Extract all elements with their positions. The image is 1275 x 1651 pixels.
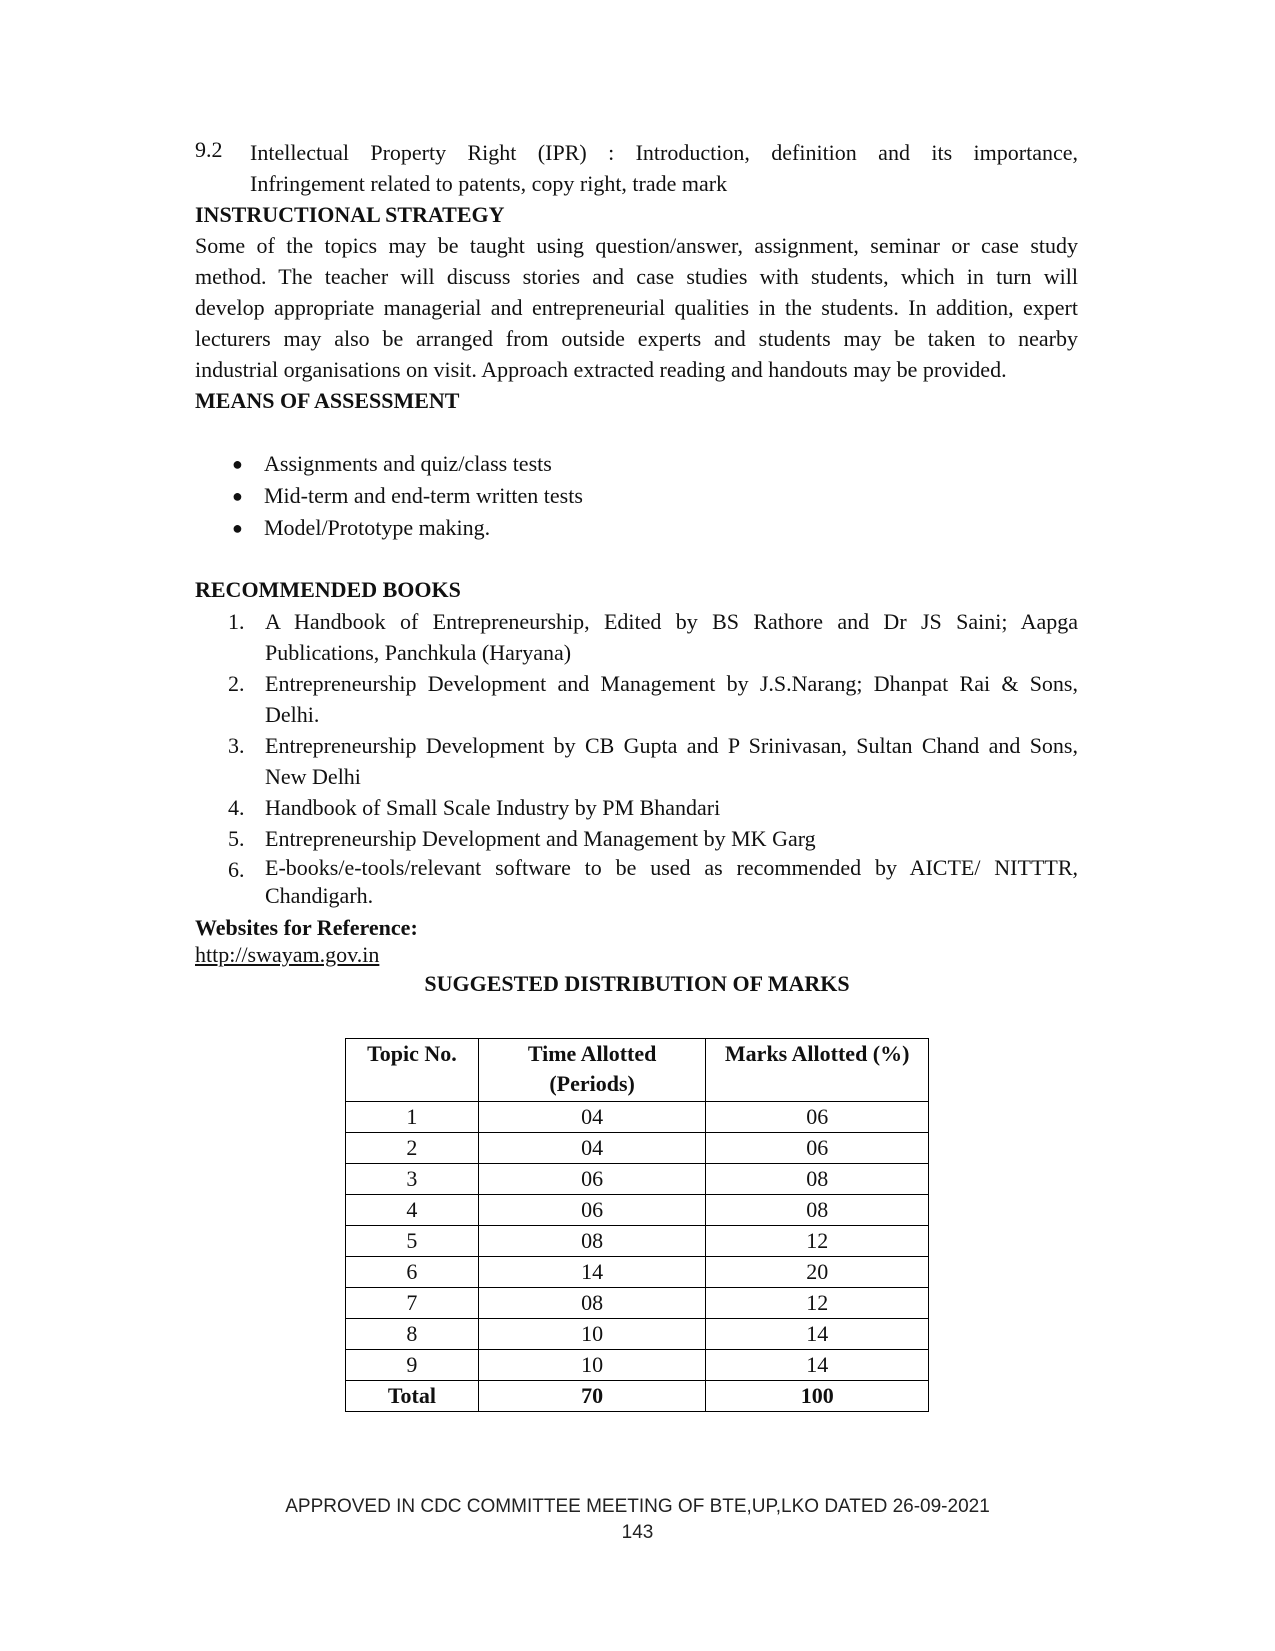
marks-cell: 06	[706, 1133, 929, 1164]
section-text-line: Infringement related to patents, copy right, trade mark	[250, 171, 728, 196]
list-item-text: Entrepreneurship Development and Management by MK Garg	[265, 826, 816, 851]
marks-cell: 20	[706, 1257, 929, 1288]
topic-cell: 4	[346, 1195, 479, 1226]
table-row	[346, 1102, 929, 1133]
topic-cell: 9	[346, 1350, 479, 1381]
paragraph-line: Some of the topics may be taught using question/answer, assignment, seminar or case study	[195, 233, 1078, 258]
marks-cell: 12	[706, 1288, 929, 1319]
topic-cell: 5	[346, 1226, 479, 1257]
topic-cell: 6	[346, 1257, 479, 1288]
topic-cell: 7	[346, 1288, 479, 1319]
list-item	[228, 823, 1078, 854]
table-row	[346, 1350, 929, 1381]
list-item-text: Delhi.	[265, 702, 320, 727]
column-header-topic: Topic No.	[346, 1039, 479, 1102]
list-item	[228, 792, 1078, 823]
list-item	[228, 854, 1078, 910]
table-row	[346, 1226, 929, 1257]
section-text-line: Intellectual Property Right (IPR) : Introduction, definition and its importance,	[250, 140, 1078, 165]
list-item-number: 5.	[228, 826, 245, 851]
bullet-icon: ●	[232, 486, 243, 506]
table-row	[346, 1195, 929, 1226]
list-item	[228, 668, 1078, 730]
time-cell: 14	[478, 1257, 706, 1288]
assessment-list	[232, 448, 932, 544]
section-heading: INSTRUCTIONAL STRATEGY	[195, 202, 505, 227]
table-title: SUGGESTED DISTRIBUTION OF MARKS	[424, 971, 850, 996]
marks-cell: 12	[706, 1226, 929, 1257]
topic-cell: 3	[346, 1164, 479, 1195]
marks-cell: 08	[706, 1195, 929, 1226]
list-item	[232, 512, 932, 544]
recommended-books-section	[195, 574, 1078, 605]
time-cell: 10	[478, 1350, 706, 1381]
total-label-cell: Total	[346, 1381, 479, 1412]
column-header-marks: Marks Allotted (%)	[706, 1039, 929, 1102]
topic-cell: 8	[346, 1319, 479, 1350]
list-item	[232, 448, 932, 480]
paragraph-line: method. The teacher will discuss stories and case studies with students, which in turn will	[195, 264, 1078, 289]
total-time-cell: 70	[478, 1381, 706, 1412]
list-item-text: Mid-term and end-term written tests	[264, 483, 583, 508]
time-cell: 06	[478, 1195, 706, 1226]
list-item-text: Assignments and quiz/class tests	[264, 451, 552, 476]
section-heading: MEANS OF ASSESSMENT	[195, 388, 460, 413]
time-cell: 04	[478, 1133, 706, 1164]
table-header-row	[346, 1039, 929, 1102]
time-cell: 10	[478, 1319, 706, 1350]
list-item-text: Entrepreneurship Development and Management by J.S.Narang; Dhanpat Rai & Sons,	[265, 671, 1078, 696]
list-item-number: 2.	[228, 671, 245, 696]
section-number: 9.2	[195, 137, 223, 162]
time-cell: 08	[478, 1288, 706, 1319]
table-row	[346, 1319, 929, 1350]
list-item-text: New Delhi	[265, 764, 361, 789]
list-item-text: Handbook of Small Scale Industry by PM Bhandari	[265, 795, 721, 820]
list-item-text: Chandigarh.	[265, 883, 374, 908]
topic-cell: 1	[346, 1102, 479, 1133]
list-item-number: 3.	[228, 733, 245, 758]
paragraph-line: industrial organisations on visit. Approach extracted reading and handouts may be provided.	[195, 357, 1007, 382]
list-item-text: A Handbook of Entrepreneurship, Edited by BS Rathore and Dr JS Saini; Aapga	[265, 609, 1078, 634]
list-item-text: E-books/e-tools/relevant software to be used as recommended by AICTE/ NITTTR,	[265, 855, 1078, 880]
table-total-row	[346, 1381, 929, 1412]
section-heading: RECOMMENDED BOOKS	[195, 577, 461, 602]
list-item-text: Publications, Panchkula (Haryana)	[265, 640, 572, 665]
table-row	[346, 1164, 929, 1195]
time-cell: 06	[478, 1164, 706, 1195]
topic-cell: 2	[346, 1133, 479, 1164]
marks-cell: 06	[706, 1102, 929, 1133]
marks-cell: 14	[706, 1350, 929, 1381]
section-9-2	[195, 137, 1078, 199]
marks-cell: 14	[706, 1319, 929, 1350]
marks-cell: 08	[706, 1164, 929, 1195]
list-item	[232, 480, 932, 512]
list-item-number: 4.	[228, 795, 245, 820]
table-row	[346, 1288, 929, 1319]
time-cell: 08	[478, 1226, 706, 1257]
table-row	[346, 1133, 929, 1164]
approval-footer: APPROVED IN CDC COMMITTEE MEETING OF BTE,UP,LKO DATED 26-09-2021	[285, 1496, 990, 1517]
bullet-icon: ●	[232, 518, 243, 538]
list-item-number: 6.	[228, 857, 245, 882]
paragraph-line: lecturers may also be arranged from outside experts and students may be taken to nearby	[195, 326, 1078, 351]
table-row	[346, 1257, 929, 1288]
total-marks-cell: 100	[706, 1381, 929, 1412]
marks-distribution-table	[345, 1038, 929, 1412]
list-item-text: Entrepreneurship Development by CB Gupta and P Srinivasan, Sultan Chand and Sons,	[265, 733, 1078, 758]
books-list	[228, 606, 1078, 910]
list-item-number: 1.	[228, 609, 245, 634]
website-link[interactable]: http://swayam.gov.in	[195, 942, 380, 967]
paragraph-line: develop appropriate managerial and entrepreneurial qualities in the students. In addition, expert	[195, 295, 1078, 320]
page-number: 143	[621, 1522, 654, 1543]
list-item	[228, 730, 1078, 792]
bullet-icon: ●	[232, 454, 243, 474]
column-header-time: Time Allotted (Periods)	[478, 1039, 706, 1102]
time-cell: 04	[478, 1102, 706, 1133]
section-heading: Websites for Reference:	[195, 915, 418, 940]
websites-section	[195, 914, 1078, 968]
list-item-text: Model/Prototype making.	[264, 515, 491, 540]
instructional-strategy-section	[195, 199, 1078, 416]
list-item	[228, 606, 1078, 668]
